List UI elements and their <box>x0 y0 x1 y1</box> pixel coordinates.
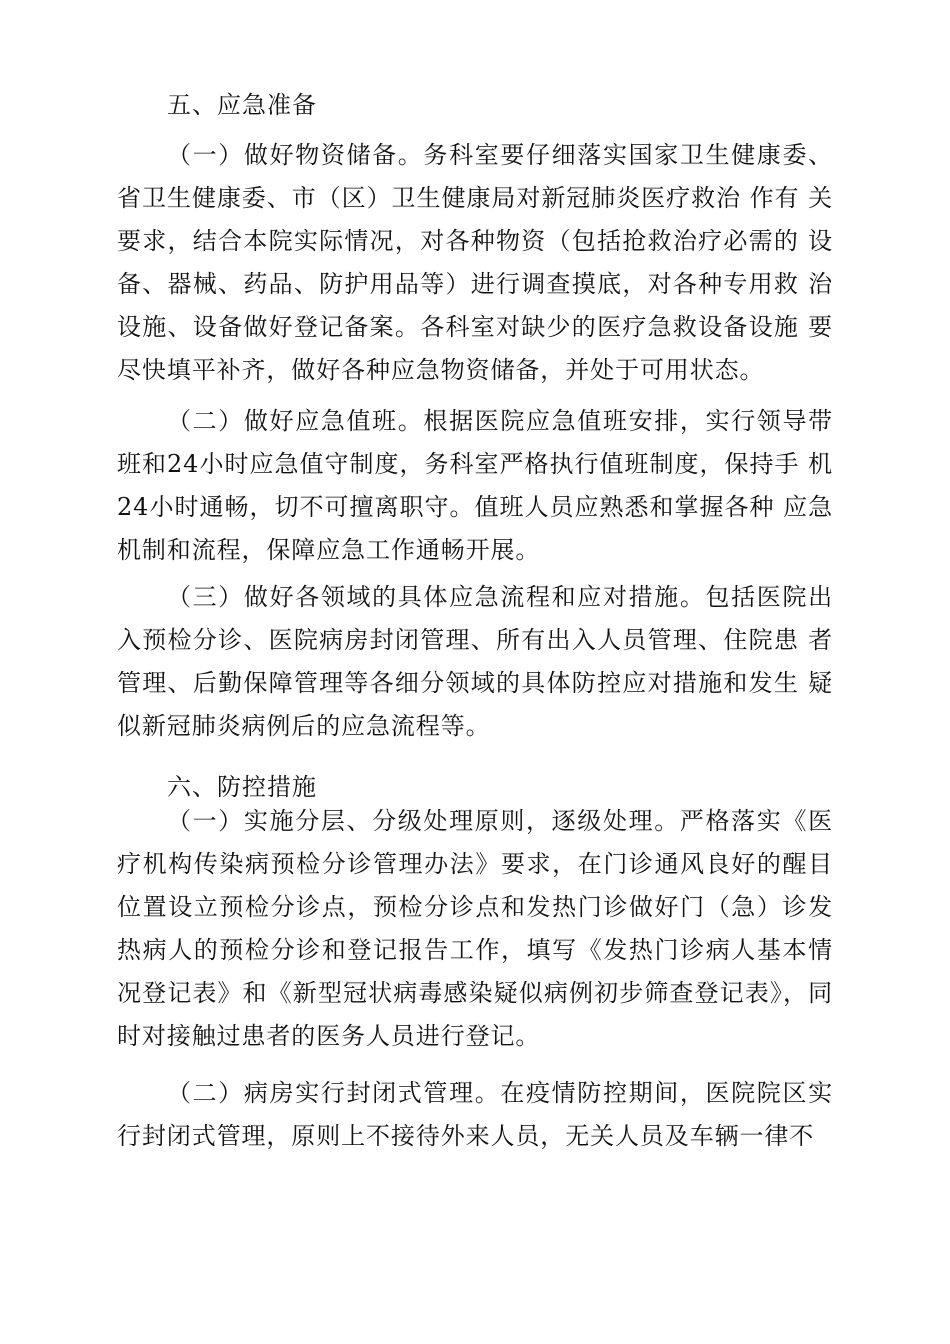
paragraph-material-reserve: （一）做好物资储备。务科室要仔细落实国家卫生健康委、省卫生健康委、市（区）卫生健康局对新冠肺炎医疗救治 作有 关要求，结合本院实际情况，对各种物资（包括抢救治疗必需的 设备、器械、药品、防护用品等）进行调查摸底，对各种专用救 治设施、设备做好登记备案。各科室对缺少的医疗急救设备设施 要尽快填平补齐，做好各种应急物资储备，并处于可用状态。 <box>117 141 833 384</box>
paragraph-ward-closed-management: （二）病房实行封闭式管理。在疫情防控期间，医院院区实行封闭式管理，原则上不接待外来人员，无关人员及车辆一律不 <box>117 1079 833 1150</box>
paragraph-emergency-procedures: （三）做好各领域的具体应急流程和应对措施。包括医院出入预检分诊、医院病房封闭管理、所有出入人员管理、住院患 者管理、后勤保障管理等各细分领域的具体防控应对措施和发生 疑似新冠肺炎病例后的应急流程等。 <box>117 583 833 740</box>
paragraph-triage-principles: （一）实施分层、分级处理原则，逐级处理。严格落实《医疗机构传染病预检分诊管理办法》要求，在门诊通风良好的醒目位置设立预检分诊点，预检分诊点和发热门诊做好门（急）诊发热病人的预检分诊和登记报告工作，填写《发热门诊病人基本情况登记表》和《新型冠状病毒感染疑似病例初步筛查登记表》，同时对接触过患者的医务人员进行登记。 <box>117 807 833 1050</box>
paragraph-emergency-duty: （二）做好应急值班。根据医院应急值班安排，实行领导带班和24小时应急值守制度，务科室严格执行值班制度，保持手 机24小时通畅，切不可擅离职守。值班人员应熟悉和掌握各种 应急机制和流程，保障应急工作通畅开展。 <box>117 407 833 564</box>
section-heading-prevention-measures: 六、防控措施 <box>167 773 317 801</box>
section-heading-emergency-preparation: 五、应急准备 <box>167 91 317 119</box>
